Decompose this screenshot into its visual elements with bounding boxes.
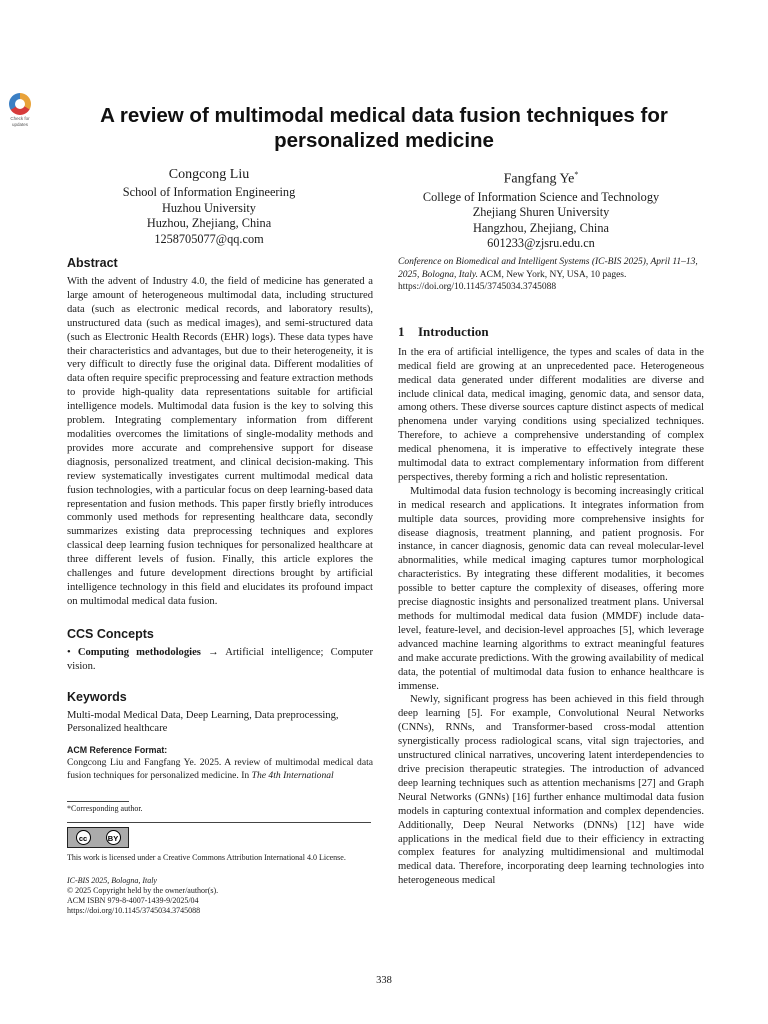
author-name: Congcong Liu [168,167,250,182]
corresponding-mark: * [574,170,579,179]
check-for-updates-badge[interactable] [6,93,34,127]
author-location: Huzhou, Zhejiang, China [146,216,272,231]
isbn-line: ACM ISBN 979-8-4007-1439-9/2025/04 [67,896,199,905]
introduction-heading: 1 Introduction [398,323,489,339]
acm-ref-heading: ACM Reference Format: [67,745,168,756]
check-for-updates-icon [9,93,31,115]
author-email: 1258705077@qq.com [154,231,264,246]
ccs-category: Computing methodologies [77,646,201,658]
cc-icon: cc [76,830,91,845]
license-text: This work is licensed under a Creative Commons Attribution International 4.0 License. [67,853,346,862]
intro-paragraph-3: Newly, significant progress has been achieved in this field through deep learning [5]. For example, Convolutional Neural Networks (CNNs), RNNs, and Transformer-based cross-modal attention synergistically process radiological scans, vital sign trajectories, and unstructured clinical narratives, uncovering latent interdependencies to drive precision therapeutic strategies. The introduction of advanced deep learning techniques such as attention mechanisms [27] and Graph Neural Networks (GNNs) [16] further enhance multimodal data fusion models in capturing contextual information and complex dependencies. Additionally, Deep Neural Networks (DNNs) [12] have wide applications in the medical field due to their efficiency in extracting complex features for analyzing multidimensional and multimodal medical data. Therefore, incorporating deep learning technologies into heterogeneous medical [398,694,704,887]
author-block-1 [44,166,374,247]
author-block-2 [376,166,706,252]
abstract-text: With the advent of Industry 4.0, the field of medicine has generated a large amount of heterogeneous multimodal data, including structured data (such as electronic medical records, and laboratory results), unstructured data (such as medical images), and semi-structured data (such as Electronic Health Records (EHR) logs). These data types have their characteristics and advantages, but due to their heterogeneity, it is very difficult to directly fuse the original data. Different modalities of data often require specific preprocessing and feature extraction methods to provide high-quality data representations suitable for artificial intelligence models. Multimodal data fusion is the key to solving this problem. Integrating complementary information from different modalities overcomes the limitations of single-modality methods and provides more accurate and comprehensive support for disease diagnosis, personalized treatment, and clinical decision-making. This review systematically investigates current multimodal medical data fusion technologies, with a particular focus on deep learning-based data representation and fusion methods. This paper firstly briefly introduces commonly used methods for representing healthcare data, secondly summarizes existing data preprocessing techniques and explores classical deep learning fusion techniques for personalized healthcare at three different levels of fusion. Finally, this article explores the challenges and future development directions brought by artificial intelligence technology in this field and elucidates its profound impact on multimodal medical data fusion. [67,276,373,607]
author-dept: College of Information Science and Technology [422,189,660,204]
venue: IC-BIS 2025, Bologna, Italy [67,876,157,885]
right-column [398,256,704,888]
author-dept: School of Information Engineering [122,185,296,199]
abstract-heading: Abstract [67,256,118,270]
badge-label-2: updates [11,122,28,127]
acm-ref-text: Congcong Liu and Fangfang Ye. 2025. A review of multimodal medical data fusion techniques for personalized medicine. In The 4th International [67,757,373,781]
by-icon: BY [106,830,121,845]
cc-license-badge[interactable] [67,827,129,848]
author-location: Hangzhou, Zhejiang, China [473,220,609,235]
footnote-rule [67,801,129,802]
intro-paragraph-1: In the era of artificial intelligence, the types and scales of data in the medical field are growing at an unprecedented pace. Heterogeneous medical data generated under different modalities are diverse and include clinical data, medical imaging, genomic data, and sensor data, among others. These diverse sources capture distinct aspects of medical phenomena under varying conditions using specialized techniques. Therefore, to achieve a comprehensive understanding of complex medical phenomena, it is imperative to effectively integrate these multimodal data to extract complementary information from different perspectives, thereby forming a rich and holistic representation. [398,346,704,483]
badge-label-1: Check for [10,116,30,121]
author-univ: Zhejiang Shuren University [472,205,610,220]
author-email: 601233@zjsru.edu.cn [487,236,595,251]
author-univ: Huzhou University [162,200,256,215]
ccs-heading: CCS Concepts [67,626,154,641]
paper-title: A review of multimodal medical data fusion techniques for personalized medicine [100,104,668,152]
keywords-text: Multi-modal Medical Data, Deep Learning, Data preprocessing, Personalized healthcare [67,709,339,735]
footnote: *Corresponding author. [67,804,143,813]
intro-paragraph-2: Multimodal data fusion technology is becoming increasingly critical in medical research and applications. It integrates information from multiple data sources, providing more comprehensive insights for disease diagnosis, treatment planning, and patient prognosis. For instance, in cancer diagnosis, genomic data can reveal molecular-level abnormalities, while medical imaging captures tumor morphological characteristics. By integrating these different modalities, it becomes possible to better capture the complexity of diseases, offering more precise diagnostic insights and personalized treatment plans. Universal methods for multimodal medical data fusion (MMDF) include data-level, feature-level, and decision-level approaches [5], which leverage advanced machine learning algorithms to extract meaningful features and make accurate predictions. With the growing availability of medical data, the potential of multimodal data fusion to enhance healthcare is immense. [398,485,704,692]
page-number: 338 [376,975,392,986]
copyright-block [67,876,373,916]
copyright-line: © 2025 Copyright held by the owner/author(s). [67,886,219,895]
ccs-text: • Computing methodologies → Artificial intelligence; Computer vision. [67,646,373,672]
doi-line[interactable]: https://doi.org/10.1145/3745034.3745088 [67,906,201,915]
keywords-heading: Keywords [67,689,127,704]
conference-info: Conference on Biomedical and Intelligent Systems (IC-BIS 2025), April 11–13, 2025, Bologna, Italy. ACM, New York, NY, USA, 10 pages. https://doi.org/10.1145/3745034.3745088 [398,257,698,293]
left-column [67,256,373,782]
license-rule [67,822,371,823]
author-name: Fangfang Ye [503,171,575,187]
